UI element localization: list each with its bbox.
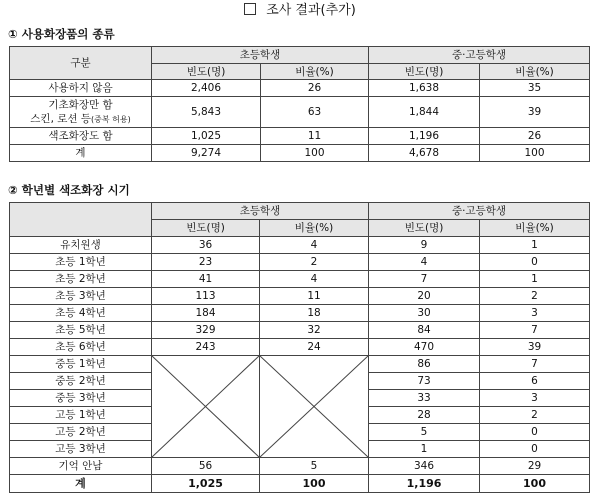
cell-value: 1,025 — [152, 475, 260, 493]
cell-value: 7 — [480, 356, 590, 373]
row-label: 초등 4학년 — [10, 305, 152, 322]
row-label: 고등 3학년 — [10, 441, 152, 458]
cell-value: 20 — [369, 288, 480, 305]
blank-cell — [152, 441, 260, 458]
cell-value: 9,274 — [152, 145, 261, 162]
cell-value: 1,844 — [369, 97, 480, 128]
table-row — [10, 373, 590, 390]
table-row — [10, 97, 590, 128]
row-label: 고등 1학년 — [10, 407, 152, 424]
cell-value: 1,196 — [369, 475, 480, 493]
table-row — [10, 305, 590, 322]
row-label: 사용하지 않음 — [10, 80, 152, 97]
row-label: 초등 2학년 — [10, 271, 152, 288]
cell-value: 29 — [480, 458, 590, 475]
row-label: 초등 3학년 — [10, 288, 152, 305]
checkbox-square-icon — [244, 3, 256, 15]
cell-value: 329 — [152, 322, 260, 339]
sub-header: 비율(%) — [480, 220, 590, 237]
cell-value: 7 — [369, 271, 480, 288]
cell-value: 30 — [369, 305, 480, 322]
cell-value: 184 — [152, 305, 260, 322]
row-label: 초등 6학년 — [10, 339, 152, 356]
table-row — [10, 288, 590, 305]
cell-value: 28 — [369, 407, 480, 424]
row-label: 중등 2학년 — [10, 373, 152, 390]
cell-value: 7 — [480, 322, 590, 339]
blank-cell — [260, 390, 369, 407]
cell-value: 11 — [261, 128, 369, 145]
cosmetics-type-table — [9, 46, 590, 162]
blank-cell — [152, 356, 260, 373]
row-label: 중등 3학년 — [10, 390, 152, 407]
cell-value: 24 — [260, 339, 369, 356]
sub-header: 비율(%) — [480, 64, 590, 80]
cell-value: 113 — [152, 288, 260, 305]
table-row — [10, 237, 590, 254]
cell-value: 86 — [369, 356, 480, 373]
row-label: 유치원생 — [10, 237, 152, 254]
cell-value: 2,406 — [152, 80, 261, 97]
cell-value: 4 — [260, 271, 369, 288]
cell-value: 2 — [260, 254, 369, 271]
table-row — [10, 128, 590, 145]
blank-cell — [152, 373, 260, 390]
table-row — [10, 356, 590, 373]
cell-value: 35 — [480, 80, 590, 97]
table-row — [10, 339, 590, 356]
blank-cell — [152, 390, 260, 407]
table-row — [10, 441, 590, 458]
cell-value: 1,638 — [369, 80, 480, 97]
sub-header: 빈도(명) — [369, 220, 480, 237]
cell-value: 23 — [152, 254, 260, 271]
cell-value: 9 — [369, 237, 480, 254]
makeup-start-grade-table — [9, 202, 590, 493]
cell-value: 33 — [369, 390, 480, 407]
cell-value: 0 — [480, 441, 590, 458]
cell-value: 26 — [261, 80, 369, 97]
row-label-note: (중복 허용) — [91, 114, 131, 124]
blank-cell — [260, 356, 369, 373]
cell-value: 346 — [369, 458, 480, 475]
cell-value: 11 — [260, 288, 369, 305]
cell-value: 100 — [261, 145, 369, 162]
cell-value: 3 — [480, 305, 590, 322]
blank-cell — [260, 441, 369, 458]
cell-value: 36 — [152, 237, 260, 254]
table-row-total — [10, 475, 590, 493]
row-label: 계 — [10, 475, 152, 493]
cell-value: 243 — [152, 339, 260, 356]
cell-value: 63 — [261, 97, 369, 128]
row-label: 중등 1학년 — [10, 356, 152, 373]
sub-header: 빈도(명) — [152, 220, 260, 237]
cell-value: 84 — [369, 322, 480, 339]
cell-value: 32 — [260, 322, 369, 339]
cell-value: 39 — [480, 97, 590, 128]
cell-value: 1,196 — [369, 128, 480, 145]
cell-value: 5,843 — [152, 97, 261, 128]
cell-value: 0 — [480, 254, 590, 271]
cell-value: 1 — [480, 237, 590, 254]
sub-header: 빈도(명) — [152, 64, 261, 80]
row-label-line1: 기초화장만 함 — [48, 98, 113, 111]
cell-value: 6 — [480, 373, 590, 390]
row-label: 색조화장도 함 — [10, 128, 152, 145]
blank-cell — [152, 407, 260, 424]
blank-cell — [260, 407, 369, 424]
table-row — [10, 80, 590, 97]
table-row-total — [10, 145, 590, 162]
table-row — [10, 407, 590, 424]
row-label: 계 — [10, 145, 152, 162]
table-row — [10, 322, 590, 339]
group-header-elementary: 초등학생 — [152, 203, 369, 220]
cell-value: 56 — [152, 458, 260, 475]
table-row — [10, 458, 590, 475]
row-label: 초등 1학년 — [10, 254, 152, 271]
cell-value: 4,678 — [369, 145, 480, 162]
group-header-secondary: 중·고등학생 — [369, 203, 590, 220]
row-label-line2: 스킨, 로션 등 — [30, 112, 92, 125]
sub-header: 비율(%) — [260, 220, 369, 237]
sub-header: 비율(%) — [261, 64, 369, 80]
section1-heading: ① 사용화장품의 종류 — [8, 27, 115, 41]
cell-value: 26 — [480, 128, 590, 145]
blank-cell — [260, 424, 369, 441]
page-title-text: 조사 결과(추가) — [266, 3, 356, 18]
section2-heading: ② 학년별 색조화장 시기 — [8, 183, 130, 197]
cell-value: 41 — [152, 271, 260, 288]
sub-header: 빈도(명) — [369, 64, 480, 80]
table-row — [10, 254, 590, 271]
cell-value: 4 — [260, 237, 369, 254]
cell-value: 1 — [480, 271, 590, 288]
cell-value: 0 — [480, 424, 590, 441]
group-header-secondary: 중·고등학생 — [369, 47, 590, 64]
cell-value: 2 — [480, 407, 590, 424]
row-label: 고등 2학년 — [10, 424, 152, 441]
cell-value: 100 — [480, 475, 590, 493]
row-label: 기억 안남 — [10, 458, 152, 475]
blank-cell — [152, 424, 260, 441]
cell-value: 3 — [480, 390, 590, 407]
cell-value: 100 — [480, 145, 590, 162]
table-row — [10, 390, 590, 407]
row-label: 초등 5학년 — [10, 322, 152, 339]
cell-value: 4 — [369, 254, 480, 271]
group-header-elementary: 초등학생 — [152, 47, 369, 64]
cell-value: 18 — [260, 305, 369, 322]
cell-value: 2 — [480, 288, 590, 305]
cell-value: 73 — [369, 373, 480, 390]
blank-cell — [260, 373, 369, 390]
cell-value: 100 — [260, 475, 369, 493]
row-header-cell: 구분 — [10, 47, 152, 80]
table-row — [10, 424, 590, 441]
row-header-cell — [10, 203, 152, 237]
cell-value: 1 — [369, 441, 480, 458]
page-title — [0, 3, 600, 19]
cell-value: 5 — [260, 458, 369, 475]
cell-value: 1,025 — [152, 128, 261, 145]
row-label — [10, 97, 152, 128]
cell-value: 470 — [369, 339, 480, 356]
cell-value: 5 — [369, 424, 480, 441]
cell-value: 39 — [480, 339, 590, 356]
table-row — [10, 271, 590, 288]
